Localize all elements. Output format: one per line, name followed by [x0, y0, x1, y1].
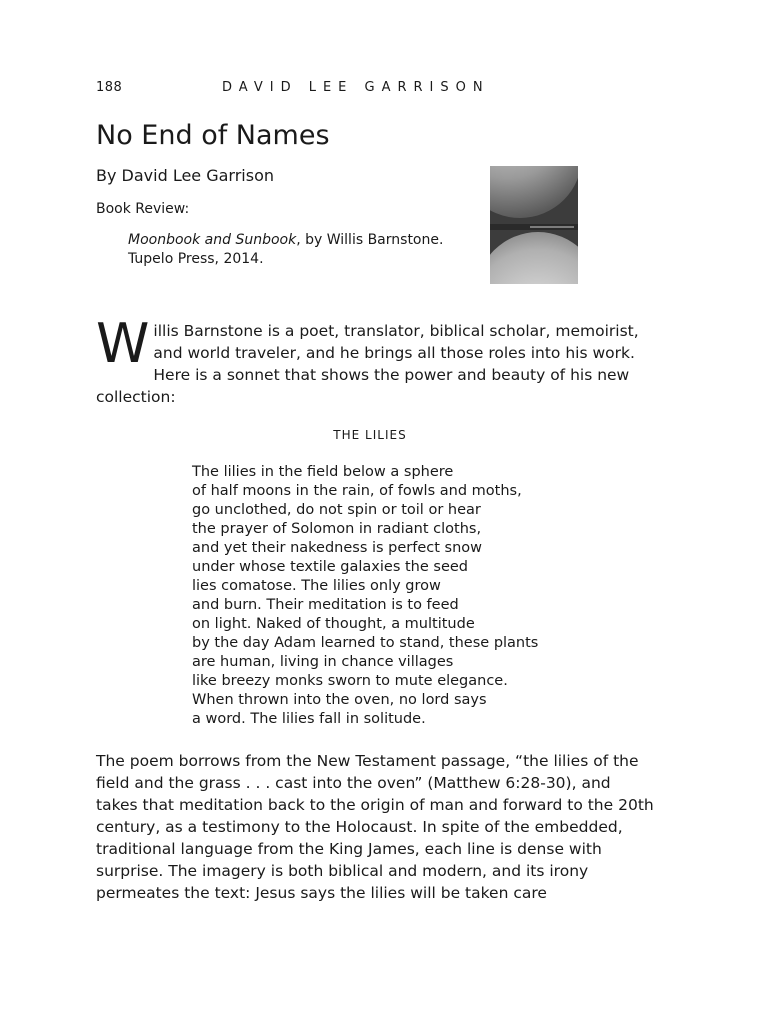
poem-line: of half moons in the rain, of fowls and moths,	[192, 483, 522, 499]
poem-line: the prayer of Solomon in radiant cloths,	[192, 521, 482, 537]
book-cover-image	[490, 166, 578, 284]
book-citation	[128, 231, 443, 269]
commentary-paragraph: The poem borrows from the New Testament passage, “the lilies of the field and the grass . . . cast into the oven” (Matthew 6:28-30), and takes that meditation back to the origin of man and forward to the 20th century, as a testimony to the Holocaust. In spite of the embedded, traditional language from the King James, each line is dense with surprise. The imagery is both biblical and modern, and its irony permeates the text: Jesus says the lilies will be taken care	[96, 752, 654, 902]
poem-line: by the day Adam learned to stand, these plants	[192, 635, 539, 651]
review-label: Book Review:	[96, 201, 190, 217]
drop-cap: W	[96, 312, 150, 375]
article-title: No End of Names	[96, 120, 330, 151]
poem-line: and burn. Their meditation is to feed	[192, 597, 459, 613]
citation-line-1	[128, 231, 443, 250]
poem-line: like breezy monks sworn to mute elegance.	[192, 673, 508, 689]
poem-line: and yet their nakedness is perfect snow	[192, 540, 483, 556]
page-number: 188	[96, 80, 123, 95]
book-title: Moonbook and Sunbook	[128, 232, 297, 248]
poem-line: under whose textile galaxies the seed	[192, 559, 468, 575]
poem-line: The lilies in the field below a sphere	[192, 464, 454, 480]
citation-author: , by Willis Barnstone.	[296, 232, 444, 248]
poem-line: lies comatose. The lilies only grow	[192, 578, 441, 594]
running-title: DAVID LEE GARRISON	[222, 80, 490, 95]
poem-line: When thrown into the oven, no lord says	[192, 692, 487, 708]
poem-title: THE LILIES	[333, 428, 407, 442]
citation-publisher: Tupelo Press, 2014.	[128, 251, 264, 267]
poem	[192, 463, 538, 729]
poem-line: on light. Naked of thought, a multitude	[192, 616, 475, 632]
intro-paragraph	[96, 312, 656, 408]
byline: By David Lee Garrison	[96, 166, 275, 185]
intro-text: illis Barnstone is a poet, translator, biblical scholar, memoirist, and world traveler, and he brings all those roles into his work. Here is a sonnet that shows the power and beauty of his new collection:	[96, 322, 639, 406]
poem-line: are human, living in chance villages	[192, 654, 454, 670]
poem-line: go unclothed, do not spin or toil or hear	[192, 502, 481, 518]
poem-line: a word. The lilies fall in solitude.	[192, 711, 426, 727]
moon-icon	[490, 166, 578, 284]
